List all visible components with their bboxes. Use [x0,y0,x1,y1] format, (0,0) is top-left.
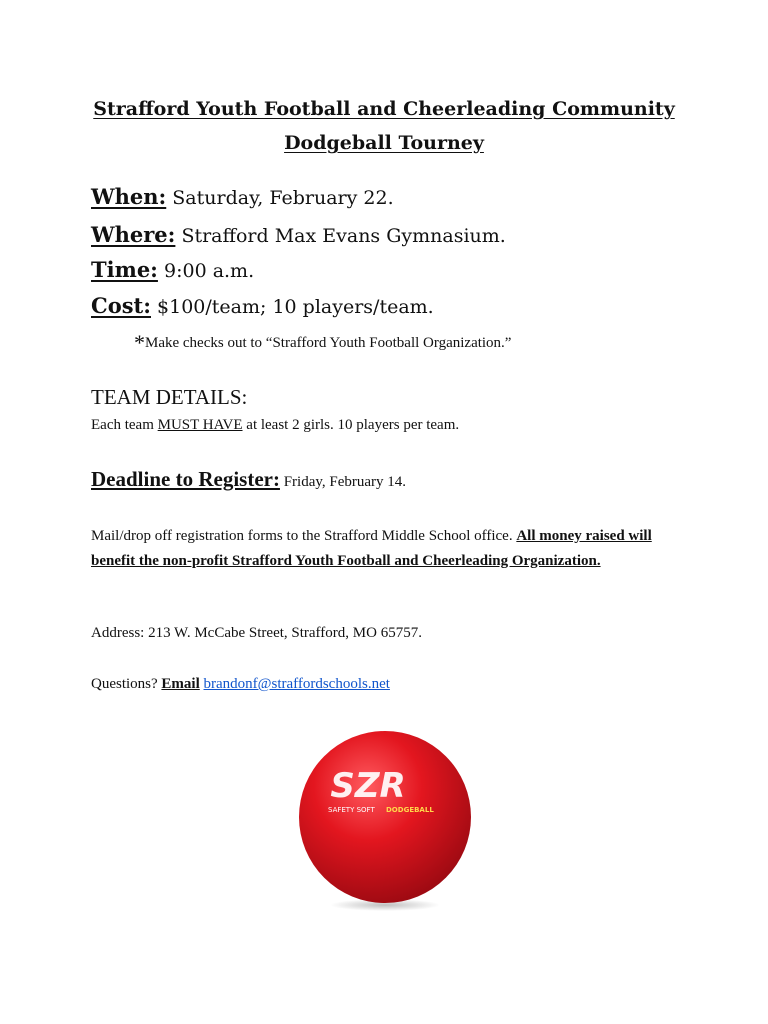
address-line: Address: 213 W. McCabe Street, Strafford, MO 65757. [91,625,422,641]
where-label: Where: [91,222,176,247]
team-details-text [91,417,459,434]
mail-paragraph [91,524,691,574]
ball-logo: SZR [330,766,406,806]
checks-note [134,330,511,356]
title-line-1: Strafford Youth Football and Cheerleading Community [93,98,675,120]
deadline-line [91,467,406,492]
when-line [91,184,394,209]
cost-value: $100/team; 10 players/team. [157,296,434,318]
team-text-emphasis: MUST HAVE [157,417,243,433]
ball-body [299,731,471,903]
questions-line [91,676,390,693]
cost-label: Cost: [91,293,151,318]
when-label: When: [91,184,167,209]
mail-text: Mail/drop off registration forms to the Strafford Middle School office. [91,528,517,544]
email-link[interactable]: brandonf@straffordschools.net [203,676,390,692]
mail-emphasis: All money raised will benefit the non-profit Strafford Youth Football and Cheerleading Organization. [91,528,652,569]
ball-brand-text: SAFETY SOFT [328,806,375,814]
email-label: Email [161,676,200,692]
where-line [91,222,506,247]
team-details-heading: TEAM DETAILS: [91,385,248,409]
time-value: 9:00 a.m. [163,260,255,282]
flyer-title [60,92,708,160]
questions-prefix: Questions? [91,676,162,692]
deadline-value: Friday, February 14. [279,474,407,490]
ball-product-text: DODGEBALL [386,806,434,814]
where-value: Strafford Max Evans Gymnasium. [181,225,506,247]
dodgeball-image [292,727,478,913]
asterisk: * [134,330,145,355]
checks-note-text: Make checks out to “Strafford Youth Football Organization.” [145,335,512,351]
team-text-suffix: at least 2 girls. 10 players per team. [242,417,460,433]
time-label: Time: [91,257,158,282]
team-text-prefix: Each team [91,417,158,433]
when-value: Saturday, February 22. [172,187,394,209]
deadline-label: Deadline to Register: [91,467,280,491]
cost-line [91,293,434,318]
time-line [91,257,254,282]
title-line-2: Dodgeball Tourney [284,132,484,154]
